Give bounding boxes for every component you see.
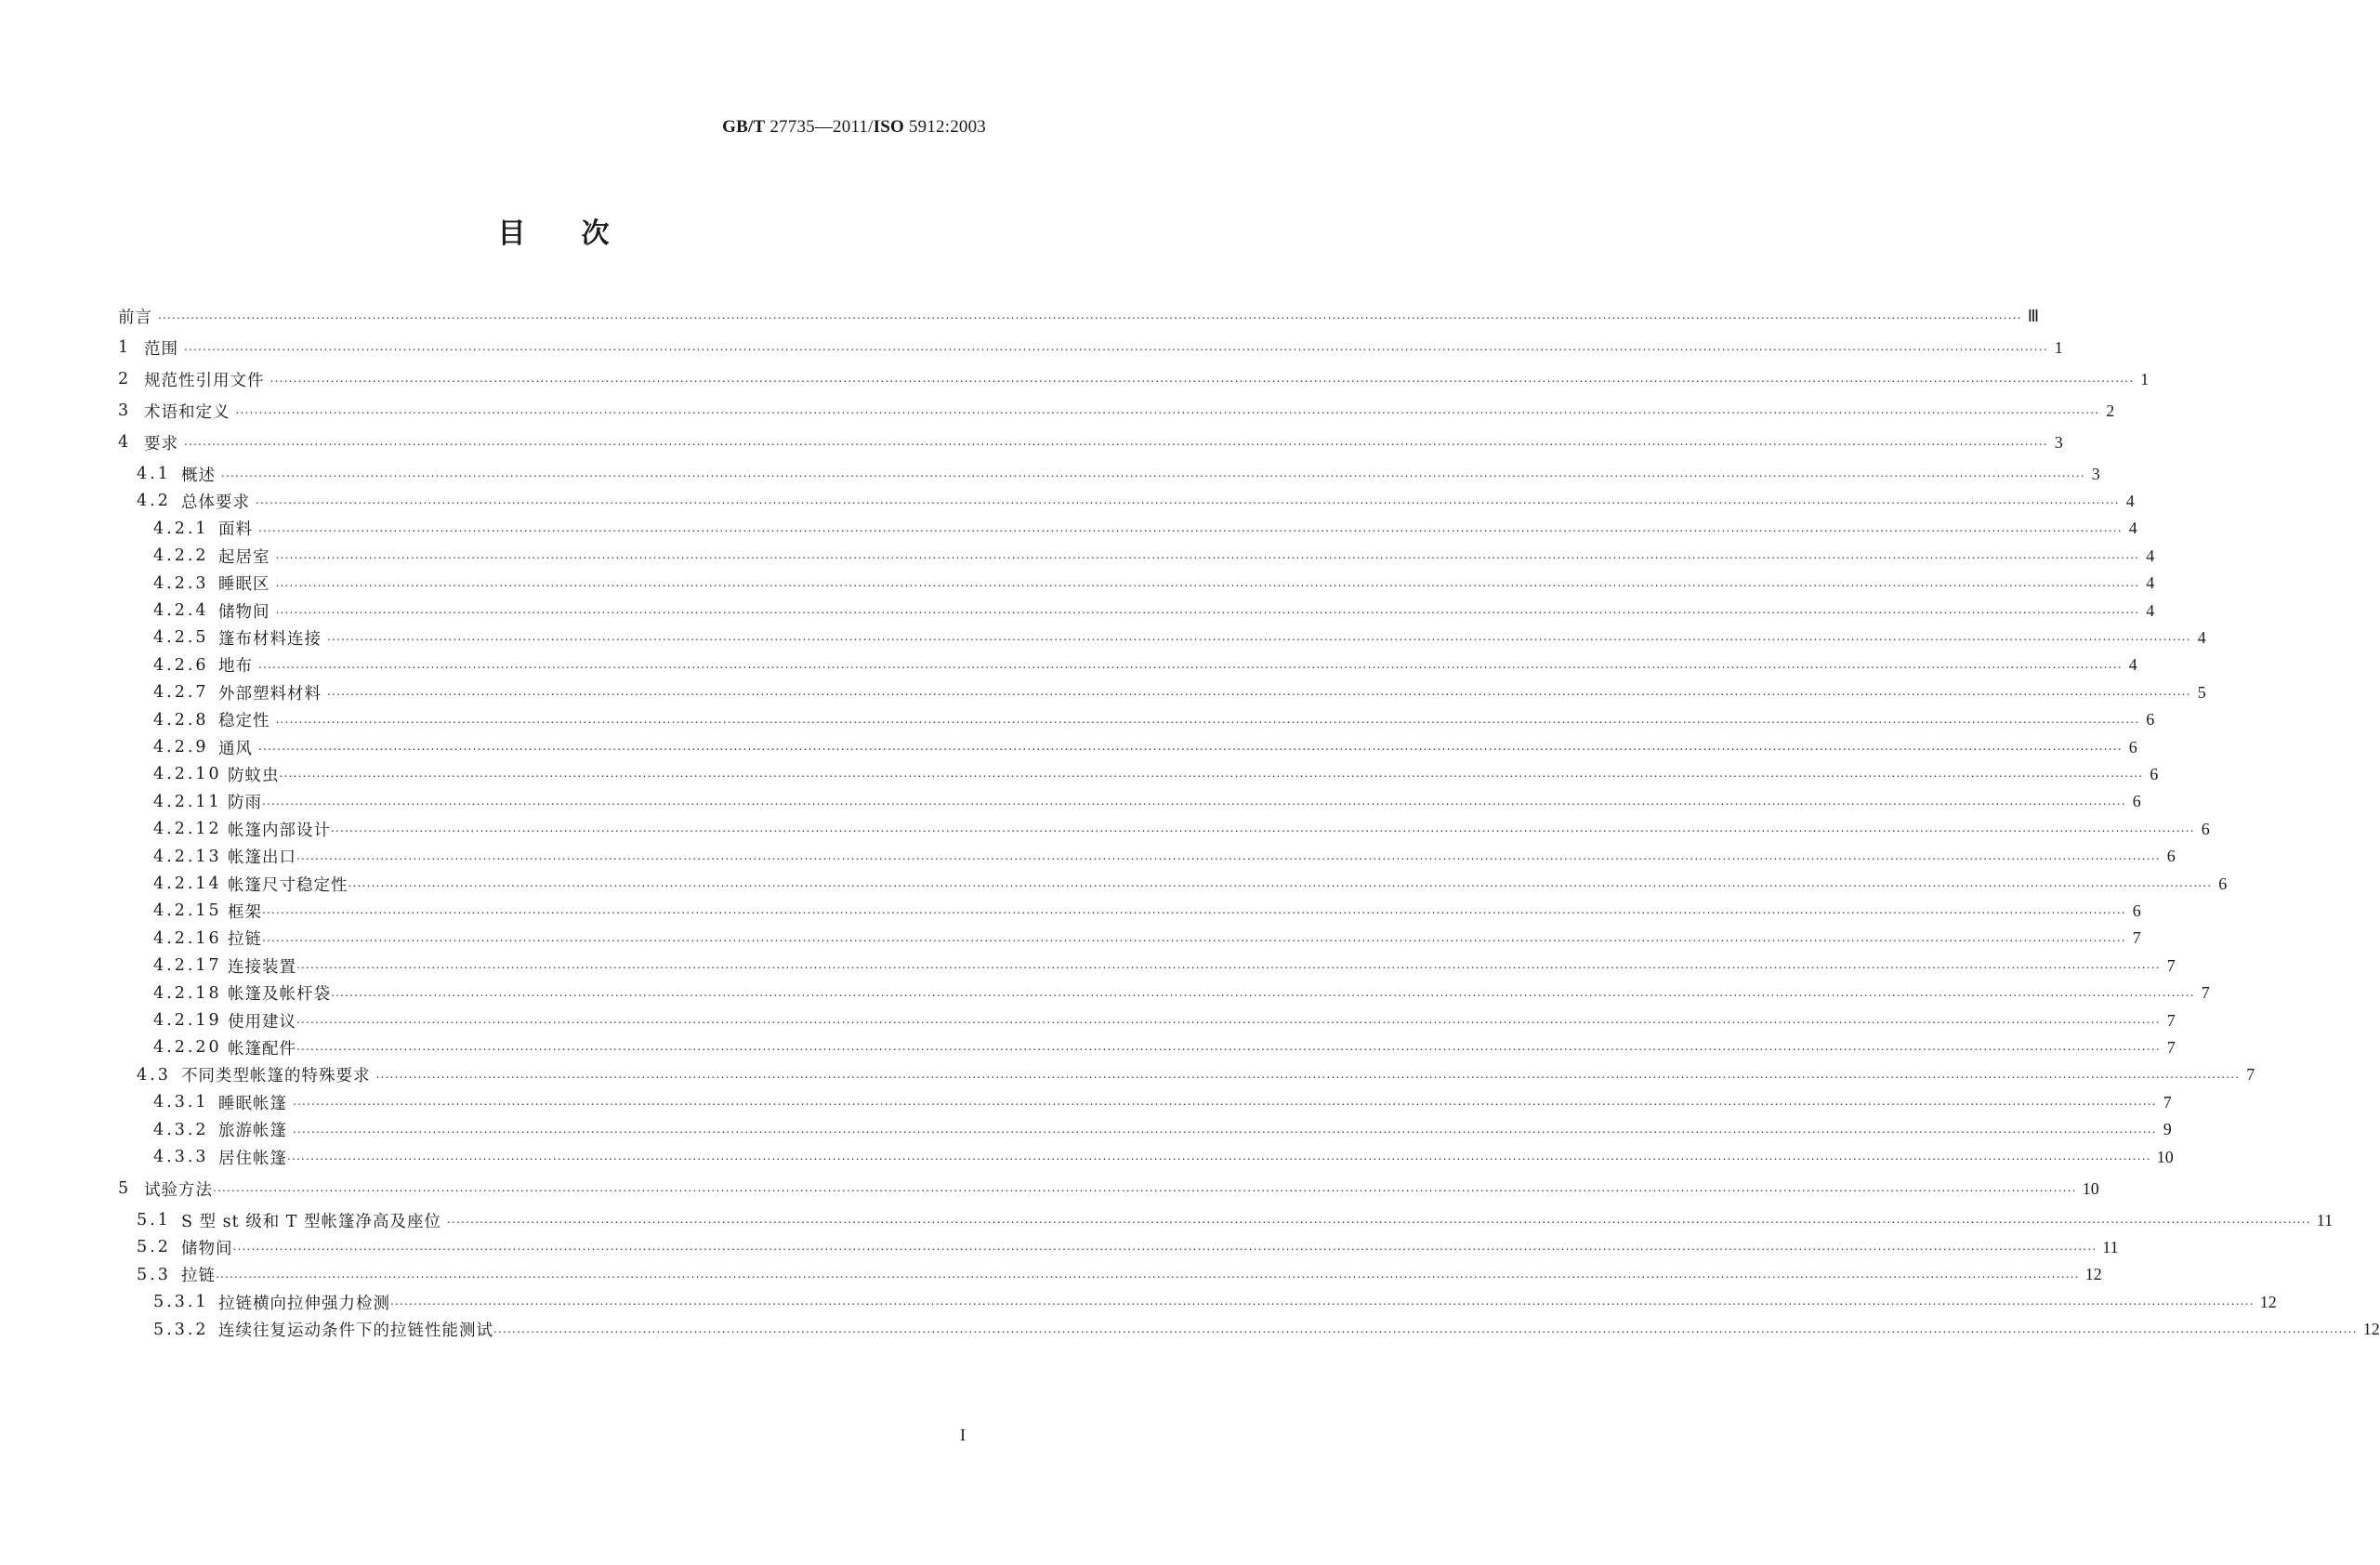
toc-entry-label: 起居室 [218,547,270,567]
toc-entry-label: 术语和定义 [144,402,230,422]
toc-leader-dots: ................................................................................................................................................................................................................................................................................................................................................................................................................ [293,1122,2157,1136]
toc-entry[interactable] [153,515,2137,543]
toc-entry-page: 6 [2166,847,2176,866]
toc-entry-label: 连续往复运动条件下的拉链性能测试 [218,1322,493,1341]
toc-entry-number: 4.2.1 [153,519,209,538]
toc-entry-number: 5.3 [137,1265,171,1284]
toc-entry-number: 4.2.15 [153,901,222,921]
toc-entry-page: 7 [2132,928,2141,948]
toc-entry-label: 篷布材料连接 [218,629,322,649]
toc-entry-page: 4 [2146,546,2155,565]
toc-entry-number: 4.2.13 [153,847,222,866]
toc-leader-dots: ................................................................................................................................................................................................................................................................................................................................................................................................................ [348,876,2213,889]
toc-entry-label: 规范性引用文件 [144,371,265,390]
toc-entry[interactable] [137,1261,2102,1289]
toc-entry-page: 12 [2362,1320,2380,1339]
toc-entry-number: 4.2.18 [153,983,222,1003]
toc-entry[interactable] [153,678,2206,706]
toc-entry-page: 5 [2197,682,2206,702]
toc-entry-page: 7 [2246,1065,2255,1085]
toc-entry-label: 总体要求 [181,493,250,512]
toc-leader-dots: ................................................................................................................................................................................................................................................................................................................................................................................................................ [262,903,2126,917]
toc-entry-label: 使用建议 [228,1012,296,1032]
toc-entry[interactable] [153,870,2228,898]
toc-entry[interactable] [153,706,2155,734]
page-number: I [960,1426,966,1444]
toc-entry-label: 帐篷及帐杆袋 [228,985,331,1005]
toc-entry[interactable] [137,1206,2334,1234]
toc-entry-number: 4.2.3 [153,573,209,593]
toc-entry-label: 帐篷尺寸稳定性 [228,875,348,895]
toc-entry-label: 通风 [218,739,253,758]
toc-entry-page: 1 [2140,369,2150,388]
toc-leader-dots: ................................................................................................................................................................................................................................................................................................................................................................................................................ [327,630,2191,644]
toc-entry[interactable] [153,733,2137,761]
toc-entry-number: 5.2 [137,1238,171,1257]
toc-entry-number: 5 [118,1179,132,1198]
toc-entry[interactable] [137,1233,2119,1261]
toc-entry-page: 7 [2166,955,2176,975]
toc-entry-page: 10 [2156,1147,2174,1166]
toc-entry-page: 6 [2128,737,2137,756]
toc-entry[interactable] [153,651,2137,679]
toc-entry[interactable] [118,397,2115,425]
toc-leader-dots: ................................................................................................................................................................................................................................................................................................................................................................................................................ [262,930,2126,944]
toc-entry-number: 4.2.20 [153,1038,222,1058]
toc-entry-number: 4 [118,433,132,452]
toc-leader-dots: ................................................................................................................................................................................................................................................................................................................................................................................................................ [279,767,2144,781]
toc-entry-number: 4.2 [137,492,171,511]
toc-entry[interactable] [153,1033,2176,1061]
toc-leader-dots: ................................................................................................................................................................................................................................................................................................................................................................................................................ [296,1040,2161,1054]
toc-entry-page: 4 [2146,573,2155,593]
toc-leader-dots: ................................................................................................................................................................................................................................................................................................................................................................................................................ [447,1213,2311,1226]
toc-entry[interactable] [153,1316,2380,1344]
toc-entry-page: 6 [2150,764,2159,783]
toc-entry-label: 框架 [228,902,262,922]
toc-entry-label: 旅游帐篷 [218,1122,287,1141]
toc-leader-dots: ................................................................................................................................................................................................................................................................................................................................................................................................................ [216,1267,2080,1281]
toc-entry-page: 4 [2146,600,2155,620]
toc-entry[interactable] [118,302,2040,330]
toc-leader-dots: ................................................................................................................................................................................................................................................................................................................................................................................................................ [235,403,2100,416]
toc-entry-number: 3 [118,401,132,420]
toc-entry-number: 2 [118,370,132,388]
toc-entry-label: 拉链 [181,1267,216,1286]
toc-leader-dots: ................................................................................................................................................................................................................................................................................................................................................................................................................ [258,657,2123,671]
toc-leader-dots: ................................................................................................................................................................................................................................................................................................................................................................................................................ [232,1240,2097,1254]
toc-entry[interactable] [153,597,2155,625]
toc-entry[interactable] [153,1088,2172,1116]
toc-entry[interactable] [153,1288,2277,1316]
toc-leader-dots: ................................................................................................................................................................................................................................................................................................................................................................................................................ [493,1322,2358,1335]
toc-leader-dots: ................................................................................................................................................................................................................................................................................................................................................................................................................ [327,685,2191,699]
toc-entry-label: 面料 [218,520,253,540]
toc-entry[interactable] [153,570,2155,598]
toc-entry-label: 稳定性 [218,712,270,731]
toc-entry[interactable] [153,897,2141,925]
toc-entry[interactable] [137,1061,2255,1089]
toc-leader-dots: ................................................................................................................................................................................................................................................................................................................................................................................................................ [296,1013,2161,1026]
toc-entry-label: 储物间 [218,602,270,622]
toc-entry[interactable] [118,428,2063,456]
toc-entry-page: 9 [2163,1120,2172,1139]
toc-entry[interactable] [118,334,2063,362]
toc-entry-label: 防雨 [228,794,262,813]
toc-entry-number: 4.3.3 [153,1148,209,1166]
toc-entry-page: 6 [2146,710,2155,730]
toc-entry[interactable] [153,980,2210,1007]
toc-entry-page: 4 [2128,519,2137,538]
toc-entry-label: 前言 [118,308,152,327]
toc-leader-dots: ................................................................................................................................................................................................................................................................................................................................................................................................................ [331,822,2195,835]
toc-entry-page: 6 [2218,874,2228,893]
toc-entry-page: 12 [2084,1265,2102,1284]
toc-entry-number: 4.3.1 [153,1093,209,1112]
toc-entry-number: 4.3 [137,1065,171,1085]
std-code-iso-number: 5912:2003 [903,117,986,137]
toc-entry[interactable] [153,925,2141,953]
toc-entry-number: 4.2.9 [153,738,209,756]
toc-entry[interactable] [118,1175,2099,1203]
toc-entry[interactable] [137,460,2100,488]
toc-entry-label: 拉链 [228,930,262,950]
toc-leader-dots: ................................................................................................................................................................................................................................................................................................................................................................................................................ [158,309,2022,322]
toc-entry-number: 4.3.2 [153,1120,209,1139]
toc-entry-label: 要求 [144,434,178,454]
toc-entry-page: 11 [2316,1210,2334,1230]
toc-entry-label: 储物间 [181,1239,233,1258]
toc-entry-page: 6 [2132,901,2141,920]
toc-leader-dots: ................................................................................................................................................................................................................................................................................................................................................................................................................ [256,493,2120,507]
toc-leader-dots: ................................................................................................................................................................................................................................................................................................................................................................................................................ [270,372,2135,385]
toc-entry-number: 4.2.14 [153,875,222,893]
toc-entry-page: 1 [2054,337,2063,357]
toc-entry-label: 睡眠帐篷 [218,1094,287,1113]
toc-entry-label: S 型 st 级和 T 型帐篷净高及座位 [181,1212,441,1231]
toc-entry[interactable] [153,952,2176,980]
toc-entry[interactable] [153,1006,2176,1034]
toc-entry-label: 试验方法 [144,1180,213,1200]
toc-entry-number: 4.2.5 [153,628,209,648]
toc-entry-page: 7 [2201,983,2210,1003]
toc-entry-number: 4.1 [137,465,171,483]
toc-leader-dots: ................................................................................................................................................................................................................................................................................................................................................................................................................ [275,575,2140,589]
toc-entry-label: 地布 [218,657,253,677]
toc-entry-label: 外部塑料材料 [218,684,322,704]
toc-leader-dots: ................................................................................................................................................................................................................................................................................................................................................................................................................ [184,435,2048,448]
std-code-gb: GB/T [722,117,766,137]
toc-entry-number: 4.2.6 [153,655,209,675]
toc-entry-label: 概述 [181,466,216,485]
toc-entry[interactable] [153,760,2159,788]
toc-entry-label: 不同类型帐篷的特殊要求 [181,1067,371,1086]
toc-entry-page: 3 [2054,432,2063,452]
toc-leader-dots: ................................................................................................................................................................................................................................................................................................................................................................................................................ [375,1067,2241,1081]
toc-entry-label: 帐篷配件 [228,1039,296,1059]
page-title: 目次 [497,217,665,250]
toc-leader-dots: ................................................................................................................................................................................................................................................................................................................................................................................................................ [296,958,2161,972]
toc-entry-number: 4.2.10 [153,765,222,784]
toc-leader-dots: ................................................................................................................................................................................................................................................................................................................................................................................................................ [390,1295,2255,1309]
toc-entry-page: 4 [2125,491,2135,510]
toc-entry-number: 4.2.16 [153,928,222,948]
toc-leader-dots: ................................................................................................................................................................................................................................................................................................................................................................................................................ [184,340,2048,353]
toc-leader-dots: ................................................................................................................................................................................................................................................................................................................................................................................................................ [221,467,2085,480]
toc-entry[interactable] [153,815,2210,843]
toc-leader-dots: ................................................................................................................................................................................................................................................................................................................................................................................................................ [287,1150,2151,1163]
toc-entry-page: 7 [2166,1010,2176,1030]
toc-entry[interactable] [153,542,2155,570]
toc-leader-dots: ................................................................................................................................................................................................................................................................................................................................................................................................................ [293,1095,2157,1109]
toc-entry[interactable] [153,843,2176,871]
toc-entry-page: Ⅲ [2027,306,2040,325]
toc-entry[interactable] [153,624,2206,651]
toc-entry-label: 帐篷内部设计 [228,821,331,840]
toc-leader-dots: ................................................................................................................................................................................................................................................................................................................................................................................................................ [331,985,2195,999]
toc-entry-page: 11 [2102,1237,2119,1256]
toc-entry-label: 防蚊虫 [228,766,280,785]
toc-leader-dots: ................................................................................................................................................................................................................................................................................................................................................................................................................ [262,794,2126,808]
toc-entry-page: 12 [2259,1292,2277,1311]
toc-entry-number: 5.3.1 [153,1293,209,1312]
toc-entry-number: 1 [118,338,132,357]
toc-entry[interactable] [153,1116,2172,1144]
toc-entry-label: 连接装置 [228,957,296,977]
toc-entry-number: 4.2.12 [153,820,222,839]
toc-leader-dots: ................................................................................................................................................................................................................................................................................................................................................................................................................ [213,1181,2077,1194]
toc-entry-number: 4.2.2 [153,546,209,566]
toc-entry-label: 范围 [144,339,178,359]
toc-entry-page: 10 [2082,1178,2099,1198]
toc-entry-label: 居住帐篷 [218,1149,287,1168]
toc-entry-number: 4.2.11 [153,792,222,811]
toc-leader-dots: ................................................................................................................................................................................................................................................................................................................................................................................................................ [258,520,2123,534]
std-code-iso: ISO [873,117,904,137]
toc-entry[interactable] [118,365,2150,393]
toc-leader-dots: ................................................................................................................................................................................................................................................................................................................................................................................................................ [258,740,2123,753]
toc-entry-label: 帐篷出口 [228,848,296,868]
toc-entry-page: 6 [2201,819,2210,838]
toc-entry-page: 4 [2128,655,2137,675]
std-code-number: 27735—2011/ [765,117,874,137]
toc-entry-label: 拉链横向拉伸强力检测 [218,1294,390,1313]
toc-entry-page: 2 [2106,401,2115,420]
toc-entry-label: 睡眠区 [218,575,270,595]
toc-entry-page: 7 [2163,1092,2172,1111]
toc-entry-number: 4.2.8 [153,710,209,730]
standard-code [722,117,986,138]
toc-entry-page: 7 [2166,1037,2176,1057]
toc-entry-number: 4.2.4 [153,601,209,620]
toc-entry[interactable] [153,788,2141,816]
toc-entry-number: 5.1 [137,1211,171,1230]
toc-entry-number: 4.2.17 [153,956,222,976]
toc-leader-dots: ................................................................................................................................................................................................................................................................................................................................................................................................................ [275,712,2140,726]
toc-entry-page: 4 [2197,627,2206,647]
toc-leader-dots: ................................................................................................................................................................................................................................................................................................................................................................................................................ [275,603,2140,616]
toc-entry-number: 4.2.19 [153,1011,222,1030]
toc-entry-page: 3 [2091,464,2100,483]
toc-entry-number: 4.2.7 [153,683,209,703]
toc-entry[interactable] [137,487,2135,515]
toc-leader-dots: ................................................................................................................................................................................................................................................................................................................................................................................................................ [296,848,2161,862]
toc-leader-dots: ................................................................................................................................................................................................................................................................................................................................................................................................................ [275,548,2140,562]
toc-entry-number: 5.3.2 [153,1320,209,1339]
toc-entry-page: 6 [2132,792,2141,811]
toc-entry[interactable] [153,1143,2174,1171]
